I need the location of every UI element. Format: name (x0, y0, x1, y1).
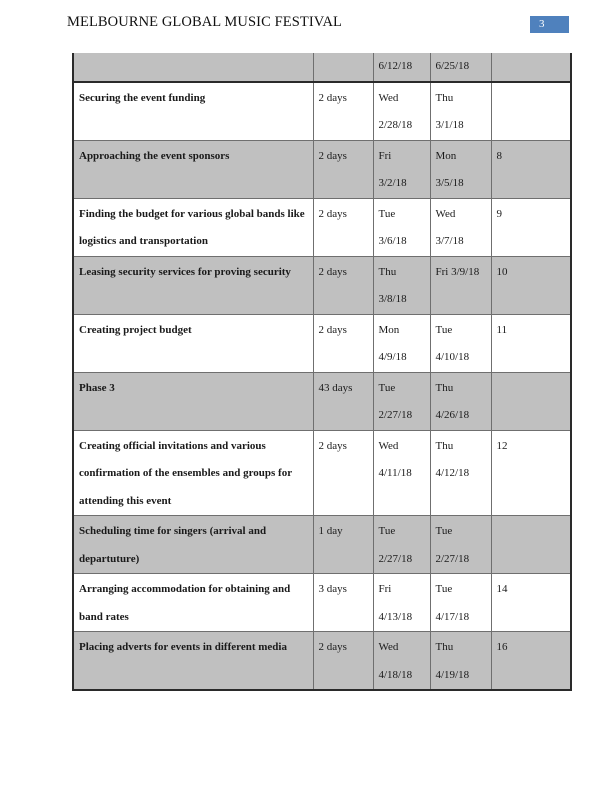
finish-cell (430, 632, 491, 691)
document-header-title: MELBOURNE GLOBAL MUSIC FESTIVAL (67, 14, 342, 30)
start-day: Fri (378, 583, 392, 595)
start-date: 3/8/18 (378, 293, 407, 305)
table-row (73, 574, 571, 632)
duration-cell: 43 days (313, 372, 373, 430)
task-name: Finding the budget for various global bands like logistics and transportation (79, 207, 305, 247)
duration-cell: 3 days (313, 574, 373, 632)
finish-cell (430, 430, 491, 516)
finish-day: Wed (435, 207, 456, 220)
duration-cell: 1 day (313, 516, 373, 574)
task-name: Phase 3 (79, 381, 115, 394)
finish-cell (430, 256, 491, 314)
start-date: 2/27/18 (378, 409, 413, 421)
start-day: Wed (378, 91, 399, 104)
start-day: Tue (378, 525, 396, 537)
finish-cell (430, 314, 491, 372)
finish-date: 4/10/18 (435, 351, 470, 363)
finish-date: 4/12/18 (435, 467, 470, 479)
start-date: 4/9/18 (378, 351, 407, 363)
table-row (73, 632, 571, 691)
start-cell (373, 430, 430, 516)
predecessor-cell: 16 (491, 632, 571, 691)
duration-cell (313, 53, 373, 82)
duration-cell: 2 days (313, 256, 373, 314)
table-row (73, 53, 571, 82)
predecessor-cell: 12 (491, 430, 571, 516)
task-name: Scheduling time for singers (arrival and departuture) (79, 525, 267, 565)
start-cell (373, 574, 430, 632)
finish-date: 3/5/18 (435, 177, 464, 189)
start-day: Tue (378, 381, 396, 394)
start-day: Thu (378, 265, 397, 278)
start-date: 3/6/18 (378, 235, 407, 247)
start-day: Fri (378, 149, 392, 162)
finish-day: Tue (435, 525, 453, 537)
task-cell (73, 314, 313, 372)
duration-cell: 2 days (313, 314, 373, 372)
finish-date: 4/17/18 (435, 610, 470, 623)
table-row (73, 372, 571, 430)
duration-cell: 2 days (313, 632, 373, 691)
finish-day: Mon (435, 149, 457, 162)
start-cell (373, 314, 430, 372)
start-day: Mon (378, 323, 400, 336)
table-row (73, 140, 571, 198)
task-cell (73, 53, 313, 82)
predecessor-cell: 11 (491, 314, 571, 372)
start-cell (373, 82, 430, 141)
task-cell (73, 574, 313, 632)
predecessor-cell: 10 (491, 256, 571, 314)
finish-day: Thu (435, 439, 454, 452)
task-cell (73, 430, 313, 516)
task-name: Arranging accommodation for obtaining and band rates (79, 583, 291, 623)
predecessor-cell: 14 (491, 574, 571, 632)
start-cell (373, 140, 430, 198)
finish-cell: 6/25/18 (430, 53, 491, 82)
duration-cell: 2 days (313, 82, 373, 141)
predecessor-cell: 9 (491, 198, 571, 256)
start-cell (373, 198, 430, 256)
predecessor-cell (491, 53, 571, 82)
table-row (73, 198, 571, 256)
finish-day: Tue (435, 583, 453, 595)
finish-cell (430, 574, 491, 632)
finish-cell (430, 372, 491, 430)
start-date: 4/18/18 (378, 668, 413, 681)
task-name: Securing the event funding (79, 91, 206, 104)
start-day: Wed (378, 439, 399, 452)
task-cell (73, 256, 313, 314)
finish-day: Thu (435, 381, 454, 394)
finish-date: 3/7/18 (435, 235, 464, 247)
table-row (73, 82, 571, 141)
task-cell (73, 82, 313, 141)
start-cell (373, 256, 430, 314)
finish-date: 3/1/18 (435, 119, 464, 131)
finish-day: Thu (435, 641, 454, 653)
start-cell (373, 632, 430, 691)
project-schedule-table (72, 53, 572, 691)
finish-cell (430, 198, 491, 256)
start-cell (373, 516, 430, 574)
start-date: 3/2/18 (378, 177, 407, 189)
finish-day: Fri 3/9/18 (435, 265, 480, 278)
finish-date: 2/27/18 (435, 552, 470, 565)
finish-day: Tue (435, 323, 453, 336)
duration-cell: 2 days (313, 198, 373, 256)
task-name: Leasing security services for proving security (79, 265, 291, 278)
task-cell (73, 372, 313, 430)
task-name: Placing adverts for events in different media (79, 641, 287, 653)
predecessor-cell (491, 372, 571, 430)
task-cell (73, 516, 313, 574)
task-name: Approaching the event sponsors (79, 149, 230, 162)
start-date: 4/13/18 (378, 610, 413, 623)
start-day: Tue (378, 207, 396, 220)
task-name: Creating project budget (79, 323, 192, 336)
table-row (73, 256, 571, 314)
finish-date: 4/19/18 (435, 668, 470, 681)
finish-cell (430, 82, 491, 141)
finish-day: Thu (435, 91, 454, 104)
start-date: 2/27/18 (378, 552, 413, 565)
duration-cell: 2 days (313, 430, 373, 516)
finish-cell (430, 516, 491, 574)
start-date: 4/11/18 (378, 467, 412, 479)
table-row (73, 516, 571, 574)
start-cell (373, 372, 430, 430)
task-cell (73, 198, 313, 256)
task-name: Creating official invitations and various confirmation of the ensembles and groups for attending this event (79, 439, 292, 507)
task-cell (73, 632, 313, 691)
task-cell (73, 140, 313, 198)
predecessor-cell: 8 (491, 140, 571, 198)
duration-cell: 2 days (313, 140, 373, 198)
page-number-badge: 3 (530, 16, 569, 33)
start-date: 2/28/18 (378, 119, 413, 131)
table-row (73, 430, 571, 516)
finish-date: 4/26/18 (435, 409, 470, 421)
start-cell: 6/12/18 (373, 53, 430, 82)
start-day: Wed (378, 641, 399, 653)
finish-cell (430, 140, 491, 198)
predecessor-cell (491, 82, 571, 141)
table-row (73, 314, 571, 372)
predecessor-cell (491, 516, 571, 574)
